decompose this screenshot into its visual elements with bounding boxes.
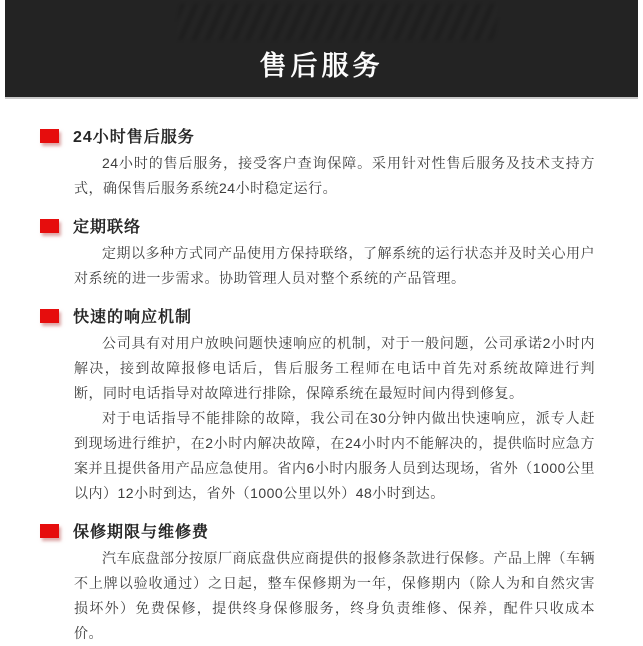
section-heading: 快速的响应机制 <box>73 309 193 326</box>
section-heading: 24小时售后服务 <box>73 129 195 146</box>
section-paragraph: 24小时的售后服务，接受客户查询保障。采用针对性售后服务及技术支持方式，确保售后服务系统24小时稳定运行。 <box>74 155 595 196</box>
section-header <box>40 124 595 147</box>
section-body <box>40 151 595 201</box>
section-paragraph: 对于电话指导不能排除的故障，我公司在30分钟内做出快速响应，派专人赶到现场进行维护，在2小时内解决故障，在24小时内不能解决的，提供临时应急方案并且提供备用产品应急使用。省内6小时内服务人员到达现场，省外（1000公里以内）12小时到达，省外（1000公里以外）48小时到达。 <box>74 410 595 501</box>
section-header <box>40 214 595 237</box>
red-square-bullet-icon <box>40 129 59 143</box>
section-paragraph: 公司具有对用户放映问题快速响应的机制，对于一般问题，公司承诺2小时内解决，接到故障报修电话后，售后服务工程师在电话中首先对系统故障进行判断，同时电话指导对故障进行排除，保障系统在最短时间内得到修复。 <box>74 335 595 401</box>
section-regular-contact <box>40 214 595 291</box>
section-warranty <box>40 519 595 646</box>
section-paragraph: 汽车底盘部分按原厂商底盘供应商提供的报修条款进行保修。产品上牌（车辆不上牌以验收通过）之日起，整车保修期为一年，保修期内（除人为和自然灾害损坏外）免费保修，提供终身保修服务，终身负责维修、保养，配件只收成本价。 <box>74 550 595 641</box>
content-area <box>0 99 643 646</box>
page-banner <box>5 0 638 99</box>
section-paragraph: 定期以多种方式同产品使用方保持联络，了解系统的运行状态并及时关心用户对系统的进一步需求。协助管理人员对整个系统的产品管理。 <box>74 245 595 286</box>
section-body <box>40 546 595 646</box>
page-title: 售后服务 <box>259 51 384 81</box>
red-square-bullet-icon <box>40 524 59 538</box>
section-heading: 定期联络 <box>73 219 142 236</box>
section-body <box>40 331 595 506</box>
red-square-bullet-icon <box>40 309 59 323</box>
red-square-bullet-icon <box>40 219 59 233</box>
section-rapid-response <box>40 304 595 506</box>
section-body <box>40 241 595 291</box>
watermark <box>174 4 500 40</box>
section-header <box>40 304 595 327</box>
section-heading: 保修期限与维修费 <box>73 524 210 541</box>
section-header <box>40 519 595 542</box>
section-24h-service <box>40 124 595 201</box>
